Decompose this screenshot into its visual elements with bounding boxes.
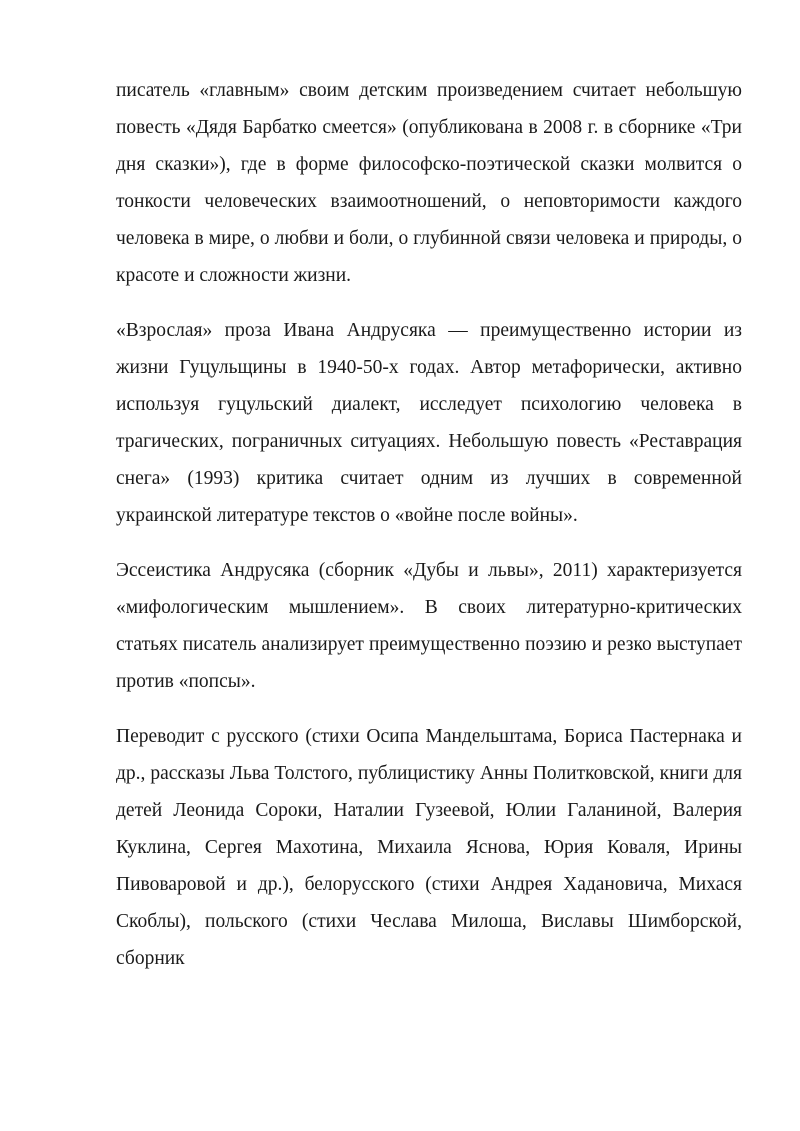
- paragraph-1: писатель «главным» своим детским произведением считает небольшую повесть «Дядя Барбатко смеется» (опубликована в 2008 г. в сборнике «Три дня сказки»), где в форме философско-поэтической сказки молвится о тонкости человеческих взаимоотношений, о неповторимости каждого человека в мире, о любви и боли, о глубинной связи человека и природы, о красоте и сложности жизни.: [116, 80, 742, 286]
- paragraph-3: Эссеистика Андрусяка (сборник «Дубы и львы», 2011) характеризуется «мифологическим мышлением». В своих литературно-критических статьях писатель анализирует преимущественно поэзию и резко выступает против «попсы».: [116, 560, 742, 692]
- text-body: [116, 72, 742, 995]
- paragraph-4: Переводит с русского (стихи Осипа Мандельштама, Бориса Пастернака и др., рассказы Льва Толстого, публицистику Анны Политковской, книги для детей Леонида Сороки, Наталии Гузеевой, Юлии Галаниной, Валерия Куклина, Сергея Махотина, Михаила Яснова, Юрия Коваля, Ирины Пивоваровой и др.), белорусского (стихи Андрея Хадановича, Михася Скоблы), польского (стихи Чеслава Милоша, Виславы Шимборской, сборник: [116, 726, 742, 969]
- paragraph-2: «Взрослая» проза Ивана Андрусяка — преимущественно истории из жизни Гуцульщины в 1940-50-х годах. Автор метафорически, активно используя гуцульский диалект, исследует психологию человека в трагических, пограничных ситуациях. Небольшую повесть «Реставрация снега» (1993) критика считает одним из лучших в современной украинской литературе текстов о «войне после войны».: [116, 320, 742, 526]
